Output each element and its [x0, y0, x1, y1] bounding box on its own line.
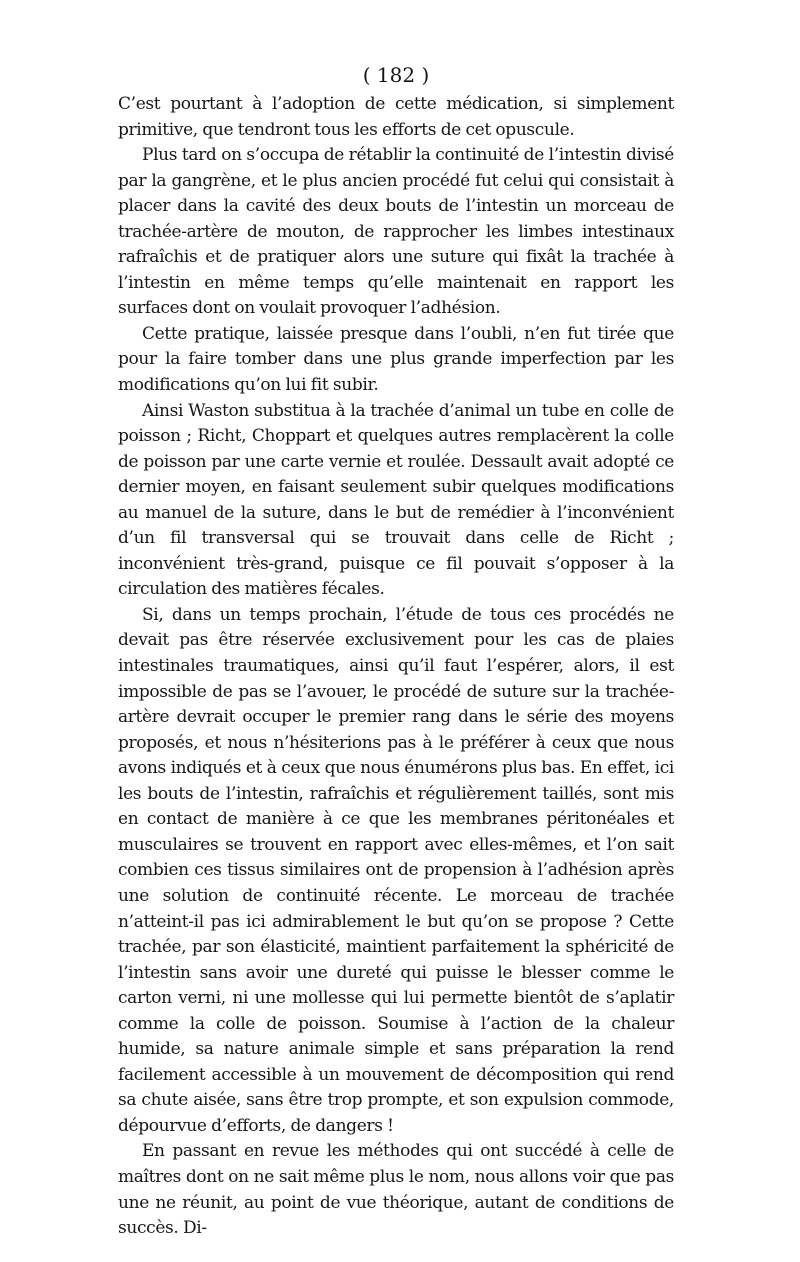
paragraph: C’est pourtant à l’adoption de cette médication, si simplement primitive, que tendront tous les efforts de cet opuscule.	[118, 94, 674, 140]
page-number: ( 182 )	[362, 63, 430, 87]
paragraph: En passant en revue les méthodes qui ont succédé à celle de maîtres dont on ne sait même plus le nom, nous allons voir que pas une ne réunit, au point de vue théorique, autant de conditions de succès. Di-	[118, 1141, 674, 1239]
book-page	[118, 58, 674, 1242]
paragraph: Cette pratique, laissée presque dans l’oubli, n’en fut tirée que pour la faire tomber dans une plus grande imperfection par les modifications qu’on lui fit subir.	[118, 323, 674, 396]
paragraph: Plus tard on s’occupa de rétablir la continuité de l’intestin divisé par la gangrène, et le plus ancien procédé fut celui qui consistait à placer dans la cavité des deux bouts de l’intestin un morceau de trachée-artère de mouton, de rapprocher les limbes intestinaux rafraîchis et de pratiquer alors une suture qui fixât la trachée à l’intestin en même temps qu’elle maintenait en rapport les surfaces dont on voulait provoquer l’adhésion.	[118, 145, 674, 319]
body-text	[118, 92, 674, 1242]
paragraph: Si, dans un temps prochain, l’étude de tous ces procédés ne devait pas être réservée exclusivement pour les cas de plaies intestinales traumatiques, ainsi qu’il faut l’espérer, alors, il est impossible de pas se l’avouer, le procédé de suture sur la trachée-artère devrait occuper le premier rang dans le série des moyens proposés, et nous n’hésiterions pas à le préférer à ceux que nous avons indiqués et à ceux que nous énumérons plus bas. En effet, ici les bouts de l’intestin, rafraîchis et régulièrement taillés, sont mis en contact de manière à ce que les membranes péritonéales et musculaires se trouvent en rapport avec elles-mêmes, et l’on sait combien ces tissus similaires ont de propension à l’adhésion après une solution de continuité récente. Le morceau de trachée n’atteint-il pas ici admirablement le but qu’on se propose ? Cette trachée, par son élasticité, maintient parfaitement la sphéricité de l’intestin sans avoir une dureté qui puisse le blesser comme le carton verni, ni une mollesse qui lui permette bientôt de s’aplatir comme la colle de poisson. Soumise à l’action de la chaleur humide, sa nature animale simple et sans préparation la rend facilement accessible à un mouvement de décomposition qui rend sa chute aisée, sans être trop prompte, et son expulsion commode, dépourvue d’efforts, de dangers !	[118, 604, 674, 1136]
paragraph: Ainsi Waston substitua à la trachée d’animal un tube en colle de poisson ; Richt, Choppart et quelques autres remplacèrent la colle de poisson par une carte vernie et roulée. Dessault avait adopté ce dernier moyen, en faisant seulement subir quelques modifications au manuel de la suture, dans le but de remédier à l’inconvénient d’un fil transversal qui se trouvait dans celle de Richt ; inconvénient très-grand, puisque ce fil pouvait s’opposer à la circulation des matières fécales.	[118, 400, 674, 600]
